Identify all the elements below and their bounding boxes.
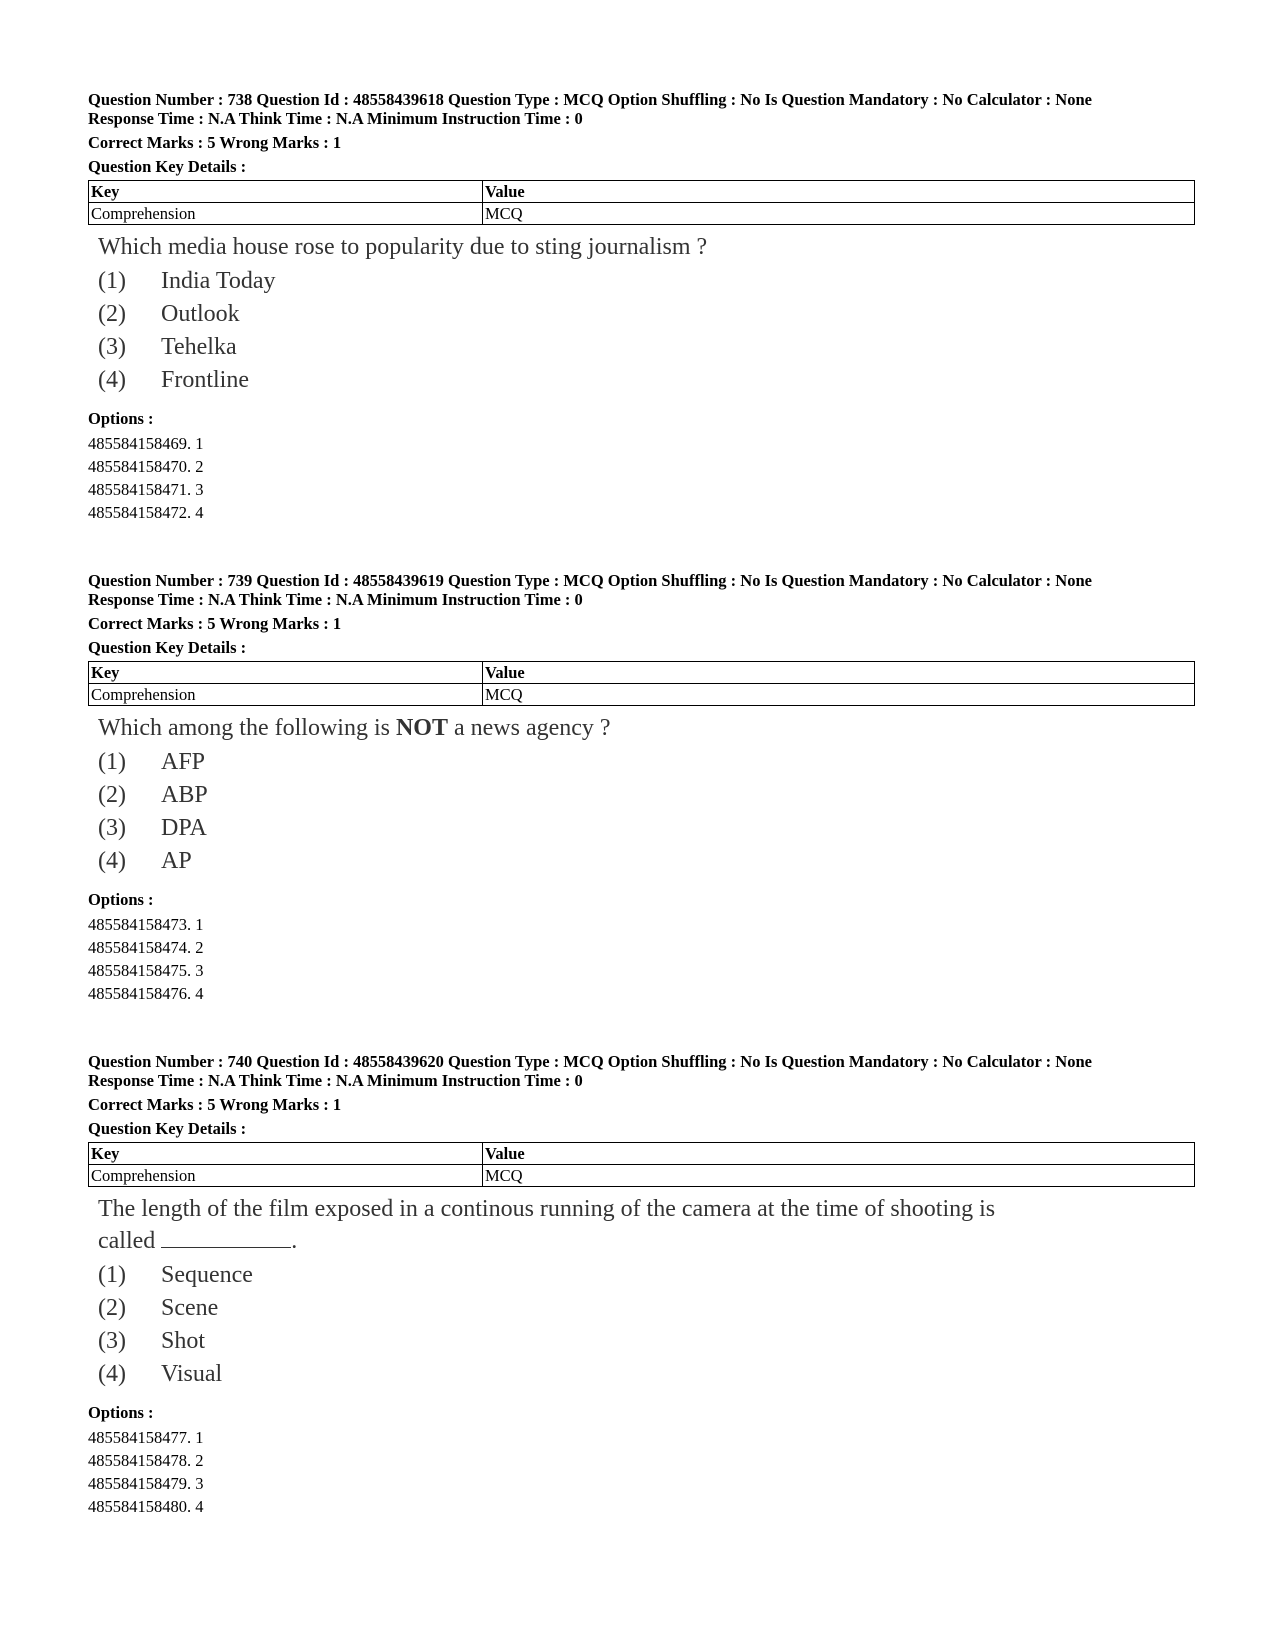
stem-emphasis: NOT xyxy=(395,715,448,741)
choice-number: (3) xyxy=(98,334,126,360)
question-timing: Response Time : N.A Think Time : N.A Minimum Instruction Time : 0 xyxy=(88,590,583,609)
option-id-line: 485584158470. 2 xyxy=(88,457,204,476)
table-row xyxy=(89,1165,1195,1187)
question-marks: Correct Marks : 5 Wrong Marks : 1 xyxy=(88,614,342,633)
option-id-line: 485584158472. 4 xyxy=(88,503,204,522)
question-block-738 xyxy=(88,90,1188,524)
table-header-key: Key xyxy=(89,1143,483,1165)
choice-text: DPA xyxy=(161,815,207,841)
table-header-key: Key xyxy=(89,662,483,684)
choice-item xyxy=(98,812,1188,845)
table-row xyxy=(89,203,1195,225)
question-block-740 xyxy=(88,1052,1188,1518)
choice-item xyxy=(98,1259,1188,1292)
table-header-row xyxy=(89,1143,1195,1165)
table-cell-value: MCQ xyxy=(483,684,1195,706)
option-id-line: 485584158473. 1 xyxy=(88,915,204,934)
choice-text: Visual xyxy=(161,1361,223,1387)
option-id-line: 485584158479. 3 xyxy=(88,1474,204,1493)
table-row xyxy=(89,684,1195,706)
choice-number: (1) xyxy=(98,749,126,775)
question-stem xyxy=(98,712,1188,744)
table-header-row xyxy=(89,662,1195,684)
key-value-table xyxy=(88,180,1195,225)
question-block-739 xyxy=(88,571,1188,1005)
table-cell-key: Comprehension xyxy=(89,203,483,225)
choice-text: AP xyxy=(161,848,192,874)
stem-text: a news agency ? xyxy=(447,715,611,741)
key-value-table xyxy=(88,1142,1195,1187)
choice-text: India Today xyxy=(161,268,276,294)
choice-item xyxy=(98,845,1188,878)
choice-item xyxy=(98,298,1188,331)
choice-item xyxy=(98,1292,1188,1325)
question-meta: Question Number : 738 Question Id : 48558439618 Question Type : MCQ Option Shuffling : No Is Question Mandatory : No Calculator : None xyxy=(88,90,1092,109)
question-image xyxy=(98,231,1188,397)
option-id-line: 485584158474. 2 xyxy=(88,938,204,957)
question-meta: Question Number : 740 Question Id : 48558439620 Question Type : MCQ Option Shuffling : No Is Question Mandatory : No Calculator : None xyxy=(88,1052,1092,1071)
choice-text: Shot xyxy=(161,1328,206,1354)
table-cell-key: Comprehension xyxy=(89,684,483,706)
table-header-value: Value xyxy=(483,1143,1195,1165)
table-header-value: Value xyxy=(483,181,1195,203)
choice-item xyxy=(98,779,1188,812)
table-header-key: Key xyxy=(89,181,483,203)
question-timing: Response Time : N.A Think Time : N.A Minimum Instruction Time : 0 xyxy=(88,109,583,128)
choice-text: Outlook xyxy=(161,301,240,327)
table-header-value: Value xyxy=(483,662,1195,684)
question-meta: Question Number : 739 Question Id : 48558439619 Question Type : MCQ Option Shuffling : No Is Question Mandatory : No Calculator : None xyxy=(88,571,1092,590)
options-label: Options : xyxy=(88,1403,154,1422)
question-stem xyxy=(98,1193,1188,1257)
question-image xyxy=(98,1193,1188,1391)
options-label: Options : xyxy=(88,409,154,428)
option-id-line: 485584158477. 1 xyxy=(88,1428,204,1447)
choice-number: (1) xyxy=(98,268,126,294)
options-label: Options : xyxy=(88,890,154,909)
stem-text: . xyxy=(291,1228,298,1254)
choice-number: (3) xyxy=(98,1328,126,1354)
table-cell-key: Comprehension xyxy=(89,1165,483,1187)
choice-item xyxy=(98,1325,1188,1358)
choice-item xyxy=(98,331,1188,364)
choice-number: (4) xyxy=(98,848,126,874)
question-timing: Response Time : N.A Think Time : N.A Minimum Instruction Time : 0 xyxy=(88,1071,583,1090)
key-value-table xyxy=(88,661,1195,706)
choice-text: Tehelka xyxy=(161,334,237,360)
choice-number: (1) xyxy=(98,1262,126,1288)
table-cell-value: MCQ xyxy=(483,1165,1195,1187)
option-id-line: 485584158480. 4 xyxy=(88,1497,204,1516)
choice-text: Scene xyxy=(161,1295,219,1321)
choice-item xyxy=(98,1358,1188,1391)
question-image xyxy=(98,712,1188,878)
stem-text: Which among the following is xyxy=(98,715,396,741)
choice-number: (2) xyxy=(98,1295,126,1321)
option-id-line: 485584158475. 3 xyxy=(88,961,204,980)
choice-text: Frontline xyxy=(161,367,249,393)
option-id-line: 485584158476. 4 xyxy=(88,984,204,1003)
stem-line xyxy=(98,1225,1188,1257)
question-stem: Which media house rose to popularity due to sting journalism ? xyxy=(98,234,708,260)
choice-number: (2) xyxy=(98,782,126,808)
stem-line: The length of the film exposed in a continous running of the camera at the time of shooting is xyxy=(98,1196,996,1222)
choice-number: (4) xyxy=(98,367,126,393)
choice-text: AFP xyxy=(161,749,206,775)
choice-item xyxy=(98,265,1188,298)
choice-item xyxy=(98,746,1188,779)
fill-blank xyxy=(161,1227,291,1248)
choice-number: (4) xyxy=(98,1361,126,1387)
option-id-line: 485584158469. 1 xyxy=(88,434,204,453)
choice-number: (3) xyxy=(98,815,126,841)
key-details-label: Question Key Details : xyxy=(88,638,247,657)
question-marks: Correct Marks : 5 Wrong Marks : 1 xyxy=(88,1095,342,1114)
key-details-label: Question Key Details : xyxy=(88,157,247,176)
table-header-row xyxy=(89,181,1195,203)
question-marks: Correct Marks : 5 Wrong Marks : 1 xyxy=(88,133,342,152)
option-id-line: 485584158471. 3 xyxy=(88,480,204,499)
key-details-label: Question Key Details : xyxy=(88,1119,247,1138)
choice-text: ABP xyxy=(161,782,208,808)
choice-number: (2) xyxy=(98,301,126,327)
stem-text: called xyxy=(98,1228,156,1254)
table-cell-value: MCQ xyxy=(483,203,1195,225)
option-id-line: 485584158478. 2 xyxy=(88,1451,204,1470)
choice-text: Sequence xyxy=(161,1262,253,1288)
choice-item xyxy=(98,364,1188,397)
